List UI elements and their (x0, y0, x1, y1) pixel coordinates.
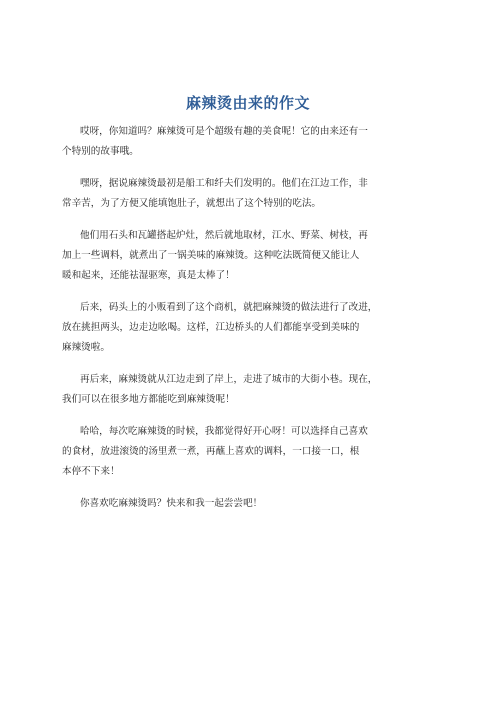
paragraph-line: 嘿呀，据说麻辣烫最初是船工和纤夫们发明的。他们在江边工作，非 (80, 178, 368, 189)
paragraph-line: 加上一些调料，就煮出了一锅美味的麻辣烫。这种吃法既简便又能让人 (62, 250, 360, 261)
paragraph-line: 个特别的故事哦。 (62, 146, 139, 157)
paragraph-line: 再后来，麻辣烫就从江边走到了岸上，走进了城市的大街小巷。现在， (80, 374, 378, 385)
document-body (62, 122, 434, 514)
paragraph-line: 放在挑担两头，边走边吆喝。这样，江边桥头的人们都能享受到美味的 (62, 322, 360, 333)
paragraph (62, 494, 434, 514)
paragraph-line: 常辛苦，为了方便又能填饱肚子，就想出了这个特别的吃法。 (62, 198, 322, 209)
paragraph (62, 174, 434, 214)
paragraph (62, 370, 434, 410)
document-title: 麻辣烫由来的作文 (185, 94, 310, 112)
paragraph (62, 298, 434, 358)
paragraph-line: 后来，码头上的小贩看到了这个商机，就把麻辣烫的做法进行了改进， (80, 302, 378, 313)
paragraph-line: 他们用石头和瓦罐搭起炉灶，然后就地取材，江水、野菜、树枝，再 (80, 230, 368, 241)
paragraph-line: 我们可以在很多地方都能吃到麻辣烫呢！ (62, 394, 235, 405)
paragraph-line: 的食材，放进滚烫的汤里煮一煮，再蘸上喜欢的调料，一口接一口，根 (62, 446, 360, 457)
paragraph-line: 本停不下来！ (62, 466, 120, 477)
paragraph-line: 哈哈，每次吃麻辣烫的时候，我都觉得好开心呀！可以选择自己喜欢 (80, 426, 368, 437)
paragraph-line: 哎呀，你知道吗？麻辣烫可是个超级有趣的美食呢！它的由来还有一 (80, 126, 368, 137)
paragraph (62, 122, 434, 162)
paragraph-line: 麻辣烫啦。 (62, 342, 110, 353)
paragraph (62, 422, 434, 482)
paragraph-line: 你喜欢吃麻辣烫吗？快来和我一起尝尝吧！ (80, 498, 263, 509)
paragraph (62, 226, 434, 286)
paragraph-line: 暖和起来，还能祛湿驱寒，真是太棒了！ (62, 270, 235, 281)
